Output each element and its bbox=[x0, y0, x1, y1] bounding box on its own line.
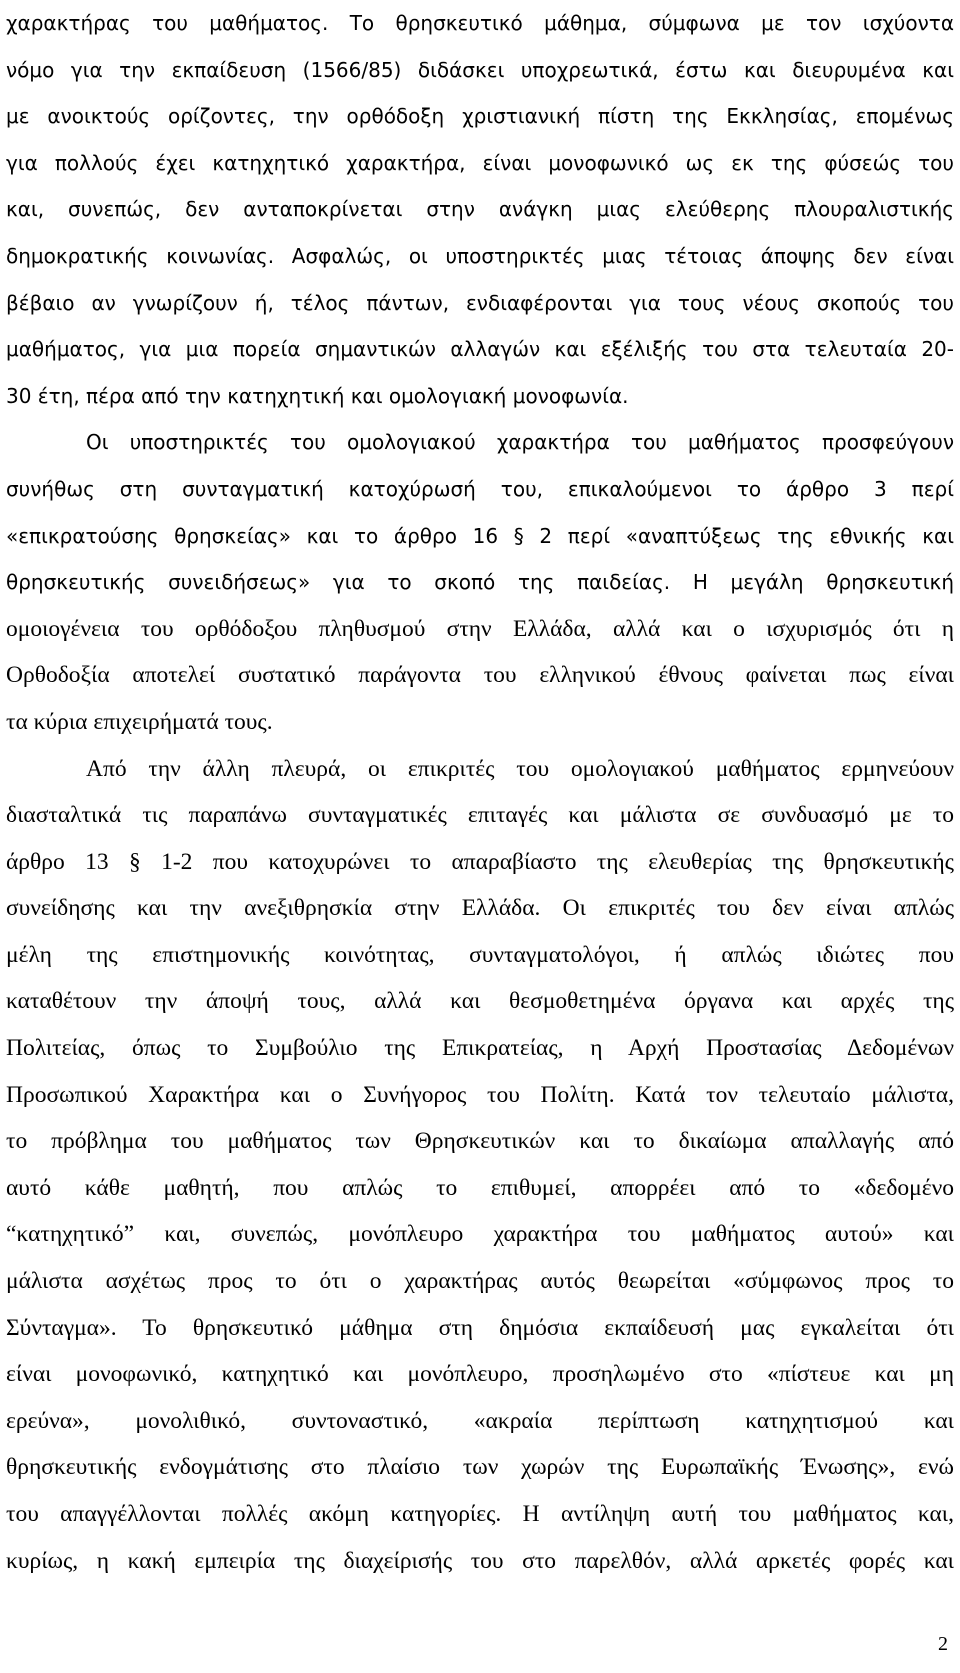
text-line: για πολλούς έχει κατηχητικό χαρακτήρα, είναι μονοφωνικό ως εκ της φύσεώς του bbox=[6, 150, 954, 175]
text-line: Από την άλλη πλευρά, οι επικριτές του ομολογιακού μαθήματος ερμηνεύουν bbox=[86, 755, 954, 782]
text-line: συνήθως στη συνταγματική κατοχύρωσή του, επικαλούμενοι το άρθρο 3 περί bbox=[6, 476, 954, 501]
text-line: 30 έτη, πέρα από την κατηχητική και ομολογιακή μονοφωνία. bbox=[6, 383, 629, 408]
text-line: νόμο για την εκπαίδευση (1566/85) διδάσκει υποχρεωτικά, έστω και διευρυμένα και bbox=[6, 57, 954, 82]
text-line: Ορθοδοξία αποτελεί συστατικό παράγοντα του ελληνικού έθνους φαίνεται πως είναι bbox=[6, 662, 954, 689]
text-line: το πρόβλημα του μαθήματος των Θρησκευτικών και το δικαίωμα απαλλαγής από bbox=[6, 1128, 954, 1155]
text-line: μαθήματος, για μια πορεία σημαντικών αλλαγών και εξέλιξής του στα τελευταία 20- bbox=[6, 337, 954, 362]
text-line: άρθρο 13 § 1-2 που κατοχυρώνει το απαραβίαστο της ελευθερίας της θρησκευτικής bbox=[6, 848, 954, 875]
text-line: συνείδησης και την ανεξιθρησκία στην Ελλάδα. Οι επικριτές του δεν είναι απλώς bbox=[6, 895, 954, 922]
text-line: αυτό κάθε μαθητή, που απλώς το επιθυμεί, απορρέει από το «δεδομένο bbox=[6, 1174, 954, 1201]
text-line: του απαγγέλλονται πολλές ακόμη κατηγορίες. Η αντίληψη αυτή του μαθήματος και, bbox=[6, 1501, 954, 1527]
text-line: τα κύρια επιχειρήματά τους. bbox=[6, 708, 273, 735]
text-line: βέβαιο αν γνωρίζουν ή, τέλος πάντων, ενδιαφέρονται για τους νέους σκοπούς του bbox=[6, 290, 954, 315]
text-line: Πολιτείας, όπως το Συμβούλιο της Επικρατείας, η Αρχή Προστασίας Δεδομένων bbox=[6, 1035, 954, 1062]
text-line: «επικρατούσης θρησκείας» και το άρθρο 16 § 2 περί «αναπτύξεως της εθνικής και bbox=[6, 523, 954, 548]
document-body bbox=[6, 0, 954, 1584]
text-line: ομοιογένεια του ορθόδοξου πληθυσμού στην Ελλάδα, αλλά και ο ισχυρισμός ότι η bbox=[6, 615, 954, 642]
text-line: κυρίως, η κακή εμπειρία της διαχείρισής του στο παρελθόν, αλλά αρκετές φορές και bbox=[6, 1547, 954, 1574]
text-line: διασταλτικά τις παραπάνω συνταγματικές επιταγές και μάλιστα σε συνδυασμό με το bbox=[6, 802, 954, 829]
text-line: μέλη της επιστημονικής κοινότητας, συνταγματολόγοι, ή απλώς ιδιώτες που bbox=[6, 941, 954, 968]
text-line: θρησκευτικής συνειδήσεως» για το σκοπό της παιδείας. Η μεγάλη θρησκευτική bbox=[6, 570, 954, 595]
text-line: Οι υποστηρικτές του ομολογιακού χαρακτήρα του μαθήματος προσφεύγουν bbox=[86, 430, 954, 455]
text-line: ερεύνα», μονολιθικό, συντοναστικό, «ακραία περίπτωση κατηχητισμού και bbox=[6, 1407, 954, 1434]
text-line: καταθέτουν την άποψή τους, αλλά και θεσμοθετημένα όργανα και αρχές της bbox=[6, 988, 954, 1015]
text-line: Προσωπικού Χαρακτήρα και ο Συνήγορος του Πολίτη. Κατά τον τελευταίο μάλιστα, bbox=[6, 1081, 954, 1108]
page-number: 2 bbox=[938, 1633, 948, 1655]
text-line: και, συνεπώς, δεν ανταποκρίνεται στην ανάγκη μιας ελεύθερης πλουραλιστικής bbox=[6, 197, 954, 222]
text-line: δημοκρατικής κοινωνίας. Ασφαλώς, οι υποστηρικτές μιας τέτοιας άποψης δεν είναι bbox=[6, 243, 954, 268]
text-line: θρησκευτικής ενδογμάτισης στο πλαίσιο των χωρών της Ευρωπαϊκής Ένωσης», ενώ bbox=[6, 1454, 954, 1481]
text-line: είναι μονοφωνικό, κατηχητικό και μονόπλευρο, προσηλωμένο στο «πίστευε και μη bbox=[6, 1361, 954, 1388]
text-line: Σύνταγμα». Το θρησκευτικό μάθημα στη δημόσια εκπαίδευσή μας εγκαλείται ότι bbox=[6, 1314, 954, 1341]
text-line: μάλιστα ασχέτως προς το ότι ο χαρακτήρας αυτός θεωρείται «σύμφωνος προς το bbox=[6, 1268, 954, 1295]
text-line: με ανοικτούς ορίζοντες, την ορθόδοξη χριστιανική πίστη της Εκκλησίας, επομένως bbox=[6, 104, 954, 129]
text-line: χαρακτήρας του μαθήματος. Το θρησκευτικό μάθημα, σύμφωνα με τον ισχύοντα bbox=[6, 11, 954, 35]
text-line: “κατηχητικό” και, συνεπώς, μονόπλευρο χαρακτήρα του μαθήματος αυτού» και bbox=[6, 1221, 954, 1248]
